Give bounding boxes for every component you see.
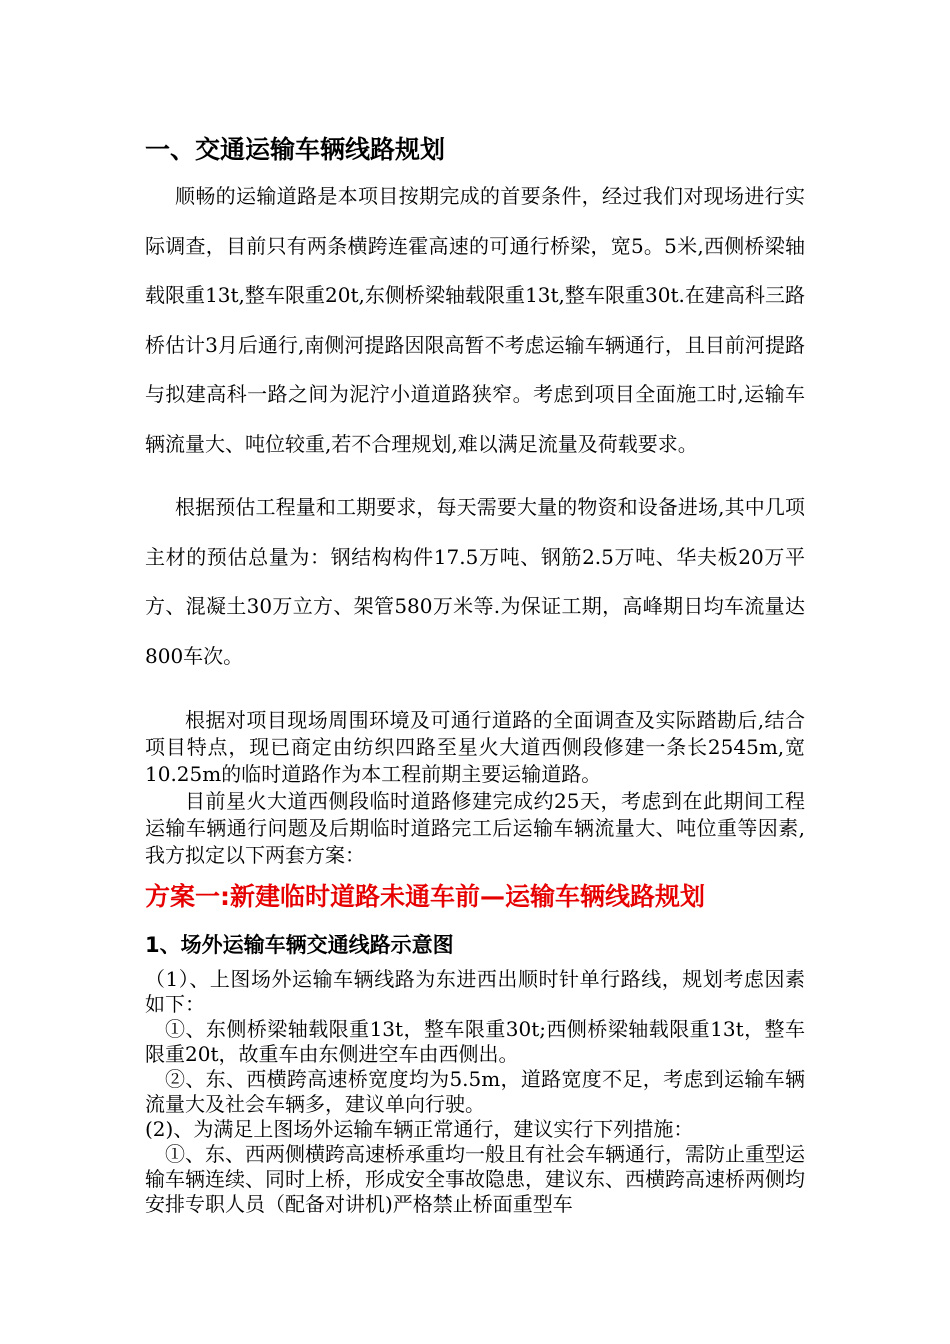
paragraph-temporary-road: 根据对项目现场周围环境及可通行道路的全面调查及实际踏勘后,结合项目特点，现已商定由纺织四路至星火大道西侧段修建一条长2545m,宽10.25m的临时道路作为本工程前期主要运输道路。 <box>145 708 805 786</box>
list-item-bridge-control: ①、东、西两侧横跨高速桥承重均一般且有社会车辆通行，需防止重型运输车辆连续、同时上桥，形成安全事故隐患，建议东、西横跨高速桥两侧均安排专职人员（配备对讲机)严格禁止桥面重型车 <box>145 1142 805 1216</box>
list-item-measures: (2)、为满足上图场外运输车辆正常通行，建议实行下列措施： <box>145 1117 694 1141</box>
section-heading: 一、交通运输车辆线路规划 <box>145 135 446 164</box>
list-item-east-west-load: ①、东侧桥梁轴载限重13t，整车限重30t;西侧桥梁轴载限重13t，整车限重20t，故重车由东侧进空车由西侧出。 <box>145 1017 805 1066</box>
list-item-bridge-width: ②、东、西横跨高速桥宽度均为5.5m，道路宽度不足，考虑到运输车辆流量大及社会车辆多，建议单向行驶。 <box>145 1067 805 1116</box>
document-page <box>145 128 805 1217</box>
plan-one-heading: 方案一:新建临时道路未通车前—运输车辆线路规划 <box>145 882 705 911</box>
paragraph-two-plans: 目前星火大道西侧段临时道路修建完成约25天，考虑到在此期间工程运输车辆通行问题及后期临时道路完工后运输车辆流量大、吨位重等因素,我方拟定以下两套方案： <box>145 789 805 867</box>
list-item-route-factors: （1）、上图场外运输车辆线路为东进西出顺时针单行路线，规划考虑因素如下： <box>145 967 805 1016</box>
paragraph-material-estimate: 根据预估工程量和工期要求，每天需要大量的物资和设备进场,其中几项主材的预估总量为：钢结构构件17.5万吨、钢筋2.5万吨、华夫板20万平方、混凝土30万立方、架管580万米等.为保证工期，高峰期日均车流量达800车次。 <box>145 495 805 668</box>
paragraph-road-conditions: 顺畅的运输道路是本项目按期完成的首要条件，经过我们对现场进行实际调查，目前只有两条横跨连霍高速的可通行桥梁，宽5。5米,西侧桥梁轴载限重13t,整车限重20t,东侧桥梁轴载限重13t,整车限重30t.在建高科三路桥估计3月后通行,南侧河提路因限高暂不考虑运输车辆通行，且目前河提路与拟建高科一路之间为泥泞小道道路狭窄。考虑到项目全面施工时,运输车辆流量大、吨位较重,若不合理规划,难以满足流量及荷载要求。 <box>145 184 805 456</box>
subsection-heading: 1、场外运输车辆交通线路示意图 <box>145 933 454 957</box>
